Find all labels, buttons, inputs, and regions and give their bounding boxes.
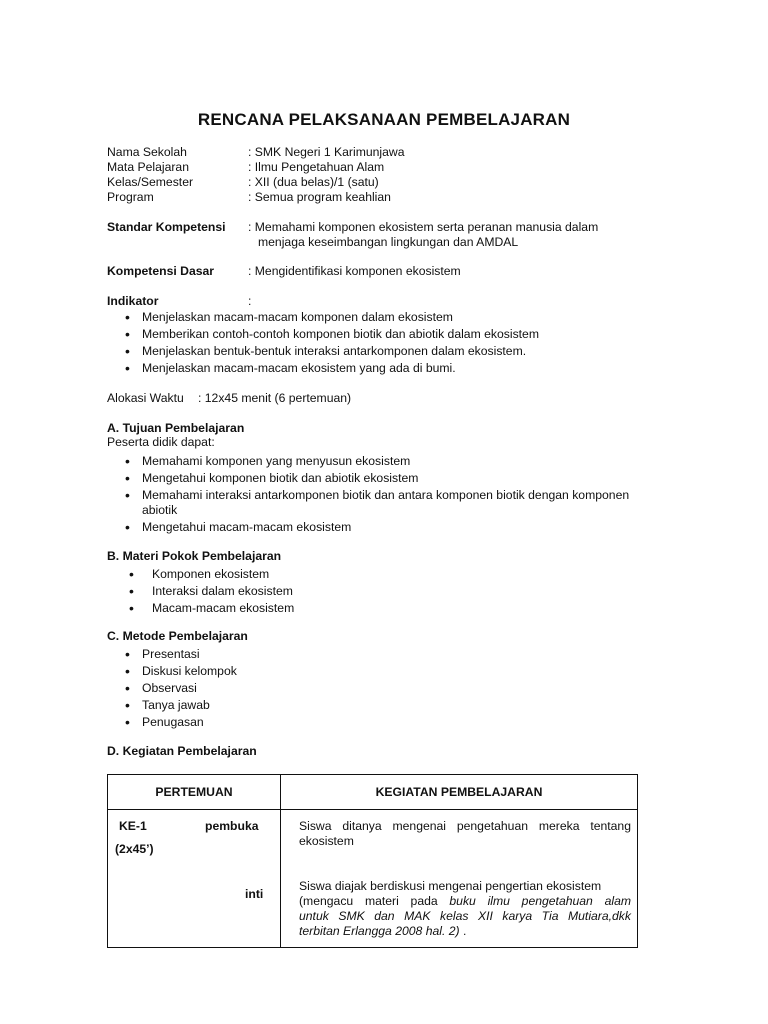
list-item: • Menjelaskan macam-macam komponen dalam ekosistem	[107, 309, 539, 326]
table-header-row	[108, 775, 638, 810]
indikator-list	[107, 309, 539, 377]
list-item: • Mengetahui komponen biotik dan abiotik ekosistem	[107, 470, 662, 487]
label-pembuka: pembuka	[205, 819, 259, 833]
label-inti: inti	[245, 887, 264, 901]
inti-line2-a: (mengacu materi pada	[299, 894, 450, 908]
label-mata-pelajaran: Mata Pelajaran	[107, 160, 189, 174]
value-kelas-semester: : XII (dua belas)/1 (satu)	[248, 175, 379, 189]
list-item: • Menjelaskan bentuk-bentuk interaksi antarkomponen dalam ekosistem.	[107, 343, 539, 360]
heading-materi: B. Materi Pokok Pembelajaran	[107, 549, 282, 563]
label-kelas-semester: Kelas/Semester	[107, 175, 194, 189]
tujuan-item3-continuation: abiotik	[142, 503, 178, 517]
col-header-pertemuan: PERTEMUAN	[108, 775, 281, 810]
page-title: RENCANA PELAKSANAAN PEMBELAJARAN	[197, 110, 571, 129]
pertemuan-durasi: (2x45’)	[115, 842, 154, 856]
indikator-colon: :	[248, 294, 252, 308]
inti-line3: untuk SMK dan MAK kelas XII karya Tia Mutiara,dkk	[299, 909, 631, 923]
col-header-kegiatan: KEGIATAN PEMBELAJARAN	[281, 775, 638, 810]
label-alokasi-waktu: Alokasi Waktu	[107, 391, 184, 405]
list-item-text: Memahami interaksi antarkomponen biotik dan antara komponen biotik dengan komponen	[142, 488, 630, 502]
list-item	[107, 487, 662, 504]
list-item: • Interaksi dalam ekosistem	[107, 583, 294, 600]
list-item: • Memberikan contoh-contoh komponen biotik dan abiotik dalam ekosistem	[107, 326, 539, 343]
list-item: • Penugasan	[107, 714, 237, 731]
tujuan-list-cont	[107, 519, 351, 536]
cell-pertemuan	[108, 810, 281, 948]
value-alokasi-waktu: : 12x45 menit (6 pertemuan)	[198, 391, 352, 405]
value-kompetensi-dasar: : Mengidentifikasi komponen ekosistem	[248, 264, 461, 278]
list-item: • Diskusi kelompok	[107, 663, 237, 680]
value-standar-line2: menjaga keseimbangan lingkungan dan AMDAL	[258, 235, 519, 249]
label-indikator: Indikator	[107, 294, 159, 308]
label-nama-sekolah: Nama Sekolah	[107, 145, 187, 159]
kegiatan-table	[107, 774, 638, 948]
list-item: • Presentasi	[107, 646, 237, 663]
pertemuan-ke: KE-1	[119, 819, 147, 833]
value-nama-sekolah: : SMK Negeri 1 Karimunjawa	[248, 145, 405, 159]
inti-line2-b: buku ilmu pengetahuan alam	[449, 894, 631, 908]
inti-line1: Siswa diajak berdiskusi mengenai pengertian ekosistem	[299, 879, 602, 893]
list-item: • Macam-macam ekosistem	[107, 600, 294, 617]
value-mata-pelajaran: : Ilmu Pengetahuan Alam	[248, 160, 385, 174]
inti-line4-end: .	[459, 924, 467, 938]
pembuka-line1: Siswa ditanya mengenai pengetahuan mereka tentang	[299, 819, 631, 833]
label-standar-kompetensi: Standar Kompetensi	[107, 220, 226, 234]
list-item: • Menjelaskan macam-macam ekosistem yang ada di bumi.	[107, 360, 539, 377]
heading-tujuan: A. Tujuan Pembelajaran	[107, 421, 245, 435]
tujuan-list	[107, 453, 662, 504]
table-row	[108, 810, 638, 948]
list-item: • Observasi	[107, 680, 237, 697]
label-program: Program	[107, 190, 154, 204]
list-item: • Komponen ekosistem	[107, 566, 294, 583]
list-item: • Mengetahui macam-macam ekosistem	[107, 519, 351, 536]
list-item: • Tanya jawab	[107, 697, 237, 714]
metode-list	[107, 646, 237, 731]
value-program: : Semua program keahlian	[248, 190, 391, 204]
pembuka-line2: ekosistem	[299, 834, 354, 848]
value-standar-line1: : Memahami komponen ekosistem serta peranan manusia dalam	[248, 220, 599, 234]
cell-kegiatan	[281, 810, 638, 948]
list-item: • Memahami komponen yang menyusun ekosistem	[107, 453, 662, 470]
inti-line4	[299, 924, 631, 939]
heading-kegiatan: D. Kegiatan Pembelajaran	[107, 744, 257, 758]
inti-line4-text: terbitan Erlangga 2008 hal. 2)	[299, 924, 460, 938]
label-kompetensi-dasar: Kompetensi Dasar	[107, 264, 215, 278]
heading-metode: C. Metode Pembelajaran	[107, 629, 248, 643]
inti-line2	[299, 894, 631, 909]
tujuan-intro: Peserta didik dapat:	[107, 435, 215, 449]
materi-list	[107, 566, 294, 617]
